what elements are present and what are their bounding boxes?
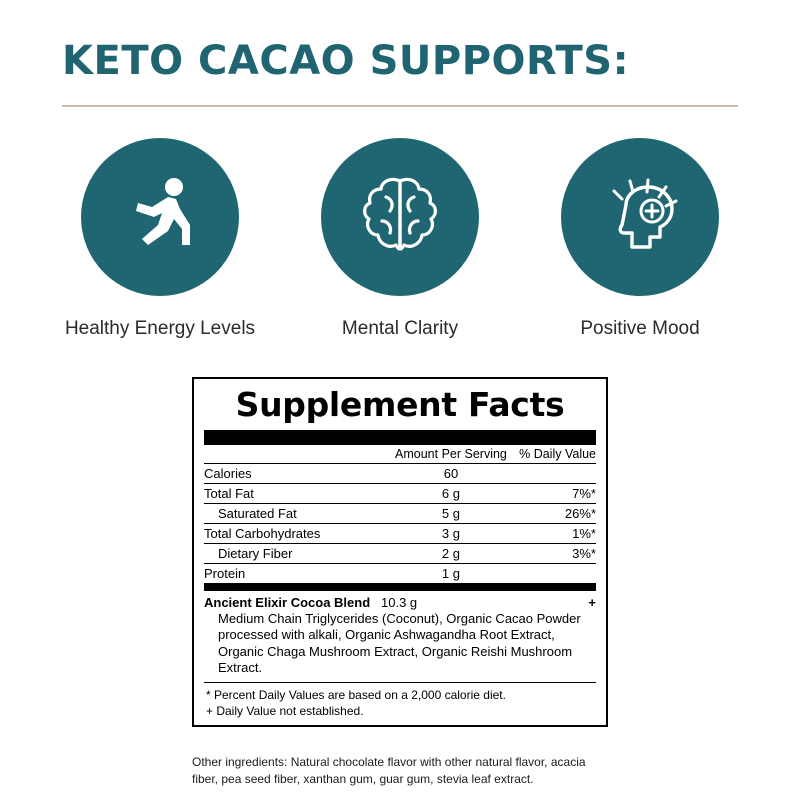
benefit-item-energy <box>40 138 280 340</box>
blend-name: Ancient Elixir Cocoa Blend <box>204 595 371 610</box>
table-row <box>204 484 596 504</box>
header-daily-value: % Daily Value <box>510 445 596 464</box>
nutrient-amount: 2 g <box>392 544 510 564</box>
table-row <box>204 504 596 524</box>
divider-rule <box>62 105 738 107</box>
supplement-facts-panel <box>192 377 608 727</box>
nutrient-name: Dietary Fiber <box>204 544 392 564</box>
other-ingredients: Other ingredients: Natural chocolate flavor with other natural flavor, acacia fiber, pea seed fiber, xanthan gum, guar gum, stevia leaf extract. <box>192 755 586 786</box>
nutrient-amount: 6 g <box>392 484 510 504</box>
nutrient-dv: 1%* <box>510 524 596 544</box>
nutrient-dv <box>510 464 596 484</box>
blend-header <box>204 595 596 610</box>
nutrient-dv: 3%* <box>510 544 596 564</box>
supplement-facts-table <box>204 445 596 583</box>
blend-name-amount <box>204 595 417 610</box>
panel-medium-bar <box>204 583 596 591</box>
benefit-item-mood <box>520 138 760 340</box>
footnote-daily-values: * Percent Daily Values are based on a 2,000 calorie diet. <box>206 688 506 702</box>
table-row <box>204 544 596 564</box>
benefits-row <box>40 138 760 340</box>
header-name <box>204 445 392 464</box>
page-title: KETO CACAO SUPPORTS: <box>62 38 630 84</box>
benefit-item-clarity <box>280 138 520 340</box>
benefit-label: Positive Mood <box>580 318 700 339</box>
running-person-icon <box>112 167 208 268</box>
table-header-row <box>204 445 596 464</box>
head-plus-rays-icon <box>586 161 694 274</box>
panel-thick-bar <box>204 430 596 445</box>
nutrient-amount: 5 g <box>392 504 510 524</box>
nutrient-name: Saturated Fat <box>204 504 392 524</box>
blend-dv-symbol: + <box>588 595 596 610</box>
nutrient-amount: 1 g <box>441 566 460 581</box>
benefit-icon-circle <box>321 138 479 296</box>
blend-ingredients: Medium Chain Triglycerides (Coconut), Organic Cacao Powder processed with alkali, Organic Ashwagandha Root Extract, Organic Chaga Mushroom Extract, Organic Reishi Mushroom Extract. <box>218 611 581 675</box>
table-row <box>204 564 596 584</box>
nutrient-amount: 3 g <box>392 524 510 544</box>
nutrient-name: Total Fat <box>204 484 392 504</box>
brain-icon <box>350 165 450 270</box>
benefit-icon-circle <box>81 138 239 296</box>
nutrient-dv: 26%* <box>510 504 596 524</box>
benefit-icon-circle <box>561 138 719 296</box>
panel-thin-rule <box>204 682 596 683</box>
benefit-label: Healthy Energy Levels <box>64 318 256 339</box>
nutrient-name: Calories <box>204 464 392 484</box>
nutrient-name: Total Carbohydrates <box>204 524 392 544</box>
supplement-facts-title: Supplement Facts <box>235 385 565 424</box>
nutrient-dv <box>510 564 596 584</box>
nutrient-amount: 60 <box>392 464 510 484</box>
footnotes <box>204 687 596 719</box>
proprietary-blend <box>204 595 596 676</box>
header-amount: Amount Per Serving <box>392 445 510 464</box>
blend-amount: 10.3 g <box>381 595 418 610</box>
footnote-dv-not-established: + Daily Value not established. <box>206 704 364 719</box>
nutrient-dv: 7%* <box>510 484 596 504</box>
table-row <box>204 464 596 484</box>
benefit-label: Mental Clarity <box>341 318 459 339</box>
nutrient-name: Protein <box>204 566 246 581</box>
table-row <box>204 524 596 544</box>
